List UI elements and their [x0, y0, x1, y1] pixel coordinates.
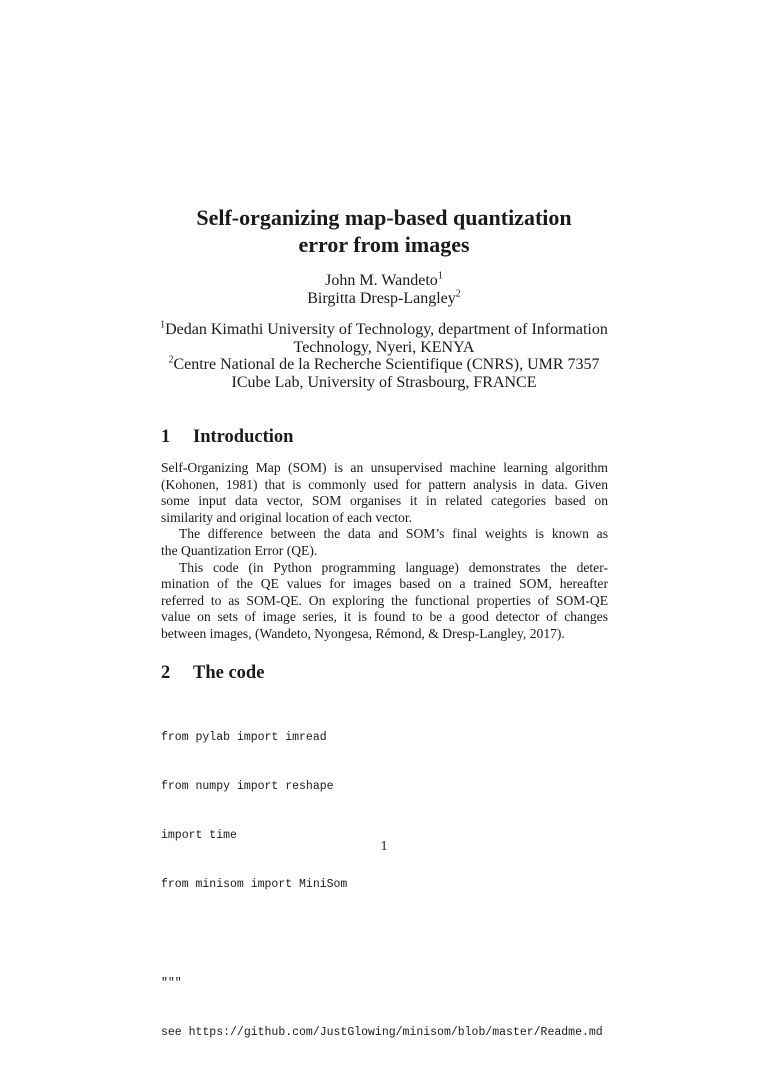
- author-list: [0, 272, 768, 307]
- text-line: referred to as SOM-QE. On exploring the functional properties of SOM-QE: [161, 592, 608, 608]
- author-1: [0, 272, 768, 290]
- author-2-name: Birgitta Dresp-Langley: [307, 289, 456, 307]
- author-1-mark: 1: [437, 270, 443, 282]
- affiliation-2-line-1: [0, 356, 768, 374]
- paper-title: [0, 204, 768, 258]
- text-line: This code (in Python programming language) demonstrates the deter-: [179, 559, 608, 575]
- affiliation-1-line-2: Technology, Nyeri, KENYA: [293, 338, 475, 356]
- code-line: from pylab import imread: [161, 730, 327, 744]
- affiliation-2-line-2: ICube Lab, University of Strasbourg, FRANCE: [231, 373, 537, 391]
- author-2-mark: 2: [455, 288, 461, 300]
- code-line: see https://github.com/JustGlowing/minisom/blob/master/Readme.md: [161, 1026, 603, 1040]
- section-title: The code: [193, 663, 265, 683]
- author-1-name: John M. Wandeto: [325, 272, 438, 289]
- text-line: the Quantization Error (QE).: [161, 542, 318, 558]
- section-title: Introduction: [193, 427, 294, 447]
- text-line: Self-Organizing Map (SOM) is an unsupervised machine learning algorithm: [161, 460, 608, 475]
- page-number: 1: [380, 838, 388, 853]
- text-line: between images, (Wandeto, Nyongesa, Rémond, & Dresp-Langley, 2017).: [161, 625, 565, 641]
- title-line-2: error from images: [298, 232, 470, 257]
- text-line: some input data vector, SOM organises it in related categories based on: [161, 493, 608, 509]
- code-line: """: [161, 976, 182, 990]
- title-line-1: Self-organizing map-based quantization: [196, 205, 572, 230]
- text-line: similarity and original location of each vector.: [161, 509, 413, 525]
- text-line: mination of the QE values for images based on a trained SOM, hereafter: [161, 576, 608, 592]
- text-line: (Kohonen, 1981) that is commonly used for pattern analysis in data. Given: [161, 476, 608, 492]
- affiliation-1-text-1: Dedan Kimathi University of Technology, department of Information: [165, 321, 608, 338]
- code-listing: [161, 697, 603, 1074]
- section-heading-the-code: [161, 662, 264, 684]
- section-heading-introduction: [161, 426, 293, 448]
- code-line: [161, 927, 603, 943]
- affiliation-2-mark: 2: [168, 354, 174, 366]
- code-line: from minisom import MiniSom: [161, 878, 348, 892]
- paragraph-3: [161, 560, 608, 643]
- paragraph-2: [161, 526, 608, 559]
- text-line: value on sets of image series, it is found to be a good detector of changes: [161, 609, 608, 625]
- affiliation-1-line-1: [0, 321, 768, 339]
- code-line: import time: [161, 829, 237, 843]
- code-line: from numpy import reshape: [161, 780, 334, 794]
- affiliation-2-text-1: Centre National de la Recherche Scientifique (CNRS), UMR 7357: [173, 356, 600, 373]
- author-2: [0, 290, 768, 308]
- section-number: 1: [161, 427, 171, 447]
- introduction-body: [161, 460, 608, 643]
- affiliation-list: [0, 321, 768, 391]
- section-number: 2: [161, 663, 171, 683]
- paragraph-1: [161, 460, 608, 526]
- affiliation-1-mark: 1: [160, 319, 166, 331]
- text-line: The difference between the data and SOM’s final weights is known as: [179, 526, 608, 542]
